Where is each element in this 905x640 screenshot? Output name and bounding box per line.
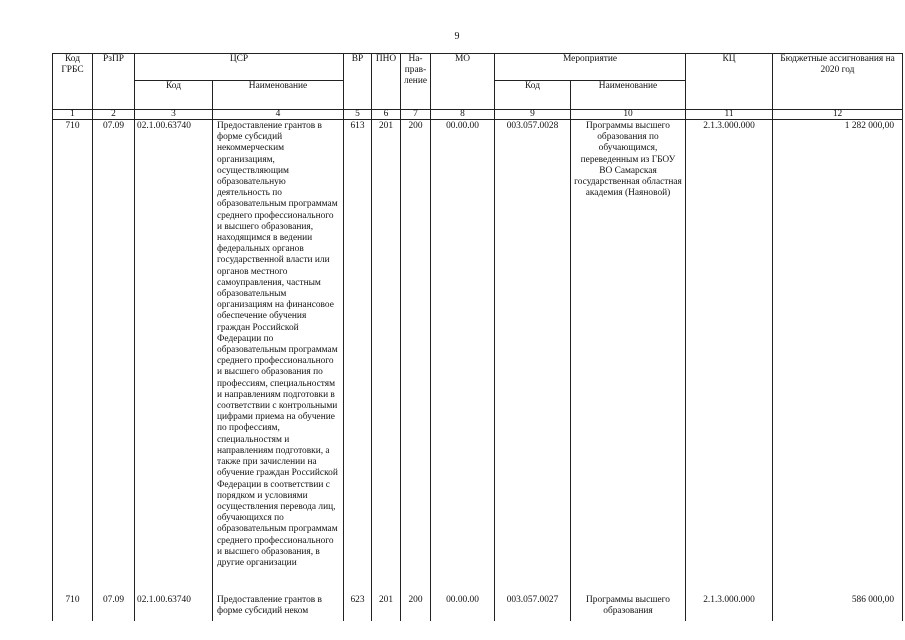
- header-csr-kod: Код: [135, 81, 213, 110]
- column-number: 1: [53, 110, 93, 120]
- header-napr: Направление: [401, 54, 431, 110]
- cell-csr-kod: 02.1.00.63740: [135, 120, 213, 592]
- cell-grbs: 710: [53, 120, 93, 592]
- page-number: 9: [454, 31, 460, 42]
- column-number: 4: [213, 110, 344, 120]
- header-csr-name: Наименование: [213, 81, 344, 110]
- cell-vr: 623: [344, 591, 372, 621]
- cell-csr-kod: 02.1.00.63740: [135, 591, 213, 621]
- header-kc: КЦ: [686, 54, 773, 110]
- column-number: 5: [344, 110, 372, 120]
- column-number: 10: [571, 110, 686, 120]
- cell-meropr-kod: 003.057.0027: [495, 591, 571, 621]
- cell-napr: 200: [401, 120, 431, 592]
- cell-napr: 200: [401, 591, 431, 621]
- column-number: 9: [495, 110, 571, 120]
- table-row: [53, 591, 903, 621]
- cell-kc: 2.1.3.000.000: [686, 591, 773, 621]
- cell-grbs: 710: [53, 591, 93, 621]
- column-number: 3: [135, 110, 213, 120]
- cell-meropr-name: Программы высшего образования по обучающимся, переведенным из ГБОУ ВО Самарская государственная областная академия (Наяновой): [571, 120, 686, 592]
- cell-rzpr: 07.09: [93, 591, 135, 621]
- cell-mo: 00.00.00: [431, 120, 495, 592]
- cell-mo: 00.00.00: [431, 591, 495, 621]
- cell-amount: 1 282 000,00: [773, 120, 903, 592]
- header-budget: Бюджетные ассигнования на 2020 год: [773, 54, 903, 110]
- column-number: 12: [773, 110, 903, 120]
- column-number-row: [53, 110, 903, 120]
- cell-vr: 613: [344, 120, 372, 592]
- column-number: 8: [431, 110, 495, 120]
- header-pno: ПНО: [372, 54, 401, 110]
- table-row: [53, 120, 903, 592]
- cell-meropr-name: Программы высшего образования: [571, 591, 686, 621]
- header-meropr-name: Наименование: [571, 81, 686, 110]
- cell-pno: 201: [372, 120, 401, 592]
- cell-pno: 201: [372, 591, 401, 621]
- header-meropriyatie: Мероприятие: [495, 54, 686, 81]
- cell-csr-name: Предоставление грантов в форме субсидий некоммерческим организациям, осуществляющим образовательную деятельность по образовательным программам среднего профессионального и высшего образования, находящимся в ведении федеральных органов государственной власти или органов местного самоуправления, частным образовательным организациям на финансовое обеспечение обучения граждан Российской Федерации по образовательным программам среднего профессионального и высшего образования по профессиям, специальностям и направлениям подготовки в соответствии с контрольными цифрами приема на обучение по профессиям, специальностям и направлениям подготовки, а также при зачислении на обучение граждан Российской Федерации в соответствии с порядком и условиями осуществления перевода лиц, обучающихся по образовательным программам среднего профессионального и высшего образования, в другие организации: [213, 120, 344, 592]
- budget-table: [52, 53, 903, 621]
- column-number: 7: [401, 110, 431, 120]
- cell-amount: 586 000,00: [773, 591, 903, 621]
- column-number: 11: [686, 110, 773, 120]
- header-csr: ЦСР: [135, 54, 344, 81]
- header-meropr-kod: Код: [495, 81, 571, 110]
- column-number: 6: [372, 110, 401, 120]
- column-number: 2: [93, 110, 135, 120]
- header-mo: МО: [431, 54, 495, 110]
- header-rzpr: РзПР: [93, 54, 135, 110]
- cell-meropr-kod: 003.057.0028: [495, 120, 571, 592]
- cell-rzpr: 07.09: [93, 120, 135, 592]
- header-vr: ВР: [344, 54, 372, 110]
- header-kod-grbs: Код ГРБС: [53, 54, 93, 110]
- cell-kc: 2.1.3.000.000: [686, 120, 773, 592]
- cell-csr-name: Предоставление грантов в форме субсидий неком: [213, 591, 344, 621]
